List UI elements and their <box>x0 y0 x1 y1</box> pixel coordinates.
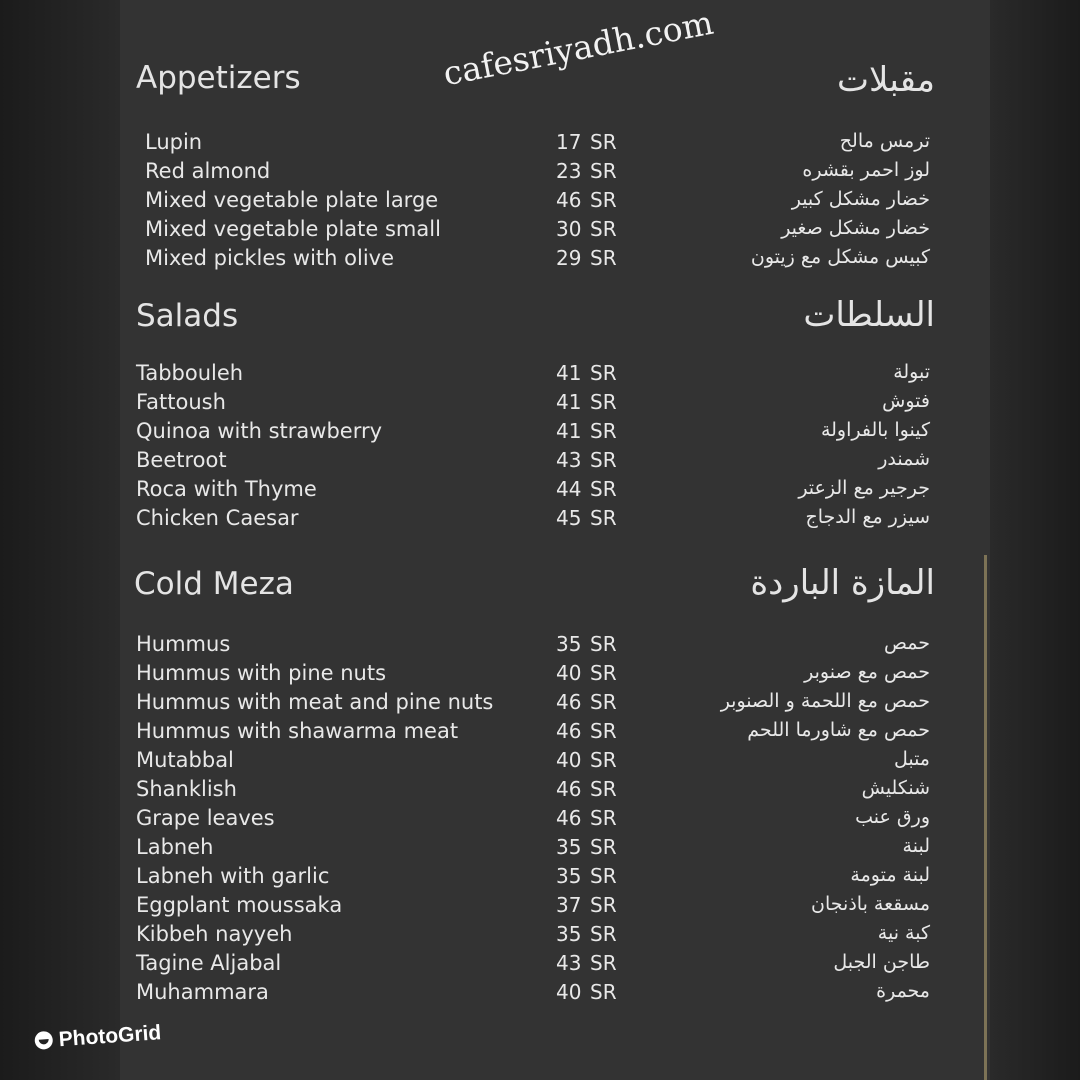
item-name-ar: حمص مع صنوبر <box>804 661 930 683</box>
item-price: 40 <box>556 748 582 772</box>
item-name-en: Tabbouleh <box>136 361 244 385</box>
item-currency: SR <box>590 246 617 270</box>
item-name-ar: كبيس مشكل مع زيتون <box>750 246 930 268</box>
item-price: 37 <box>556 893 582 917</box>
menu-item-row <box>0 246 1080 275</box>
menu-item-row <box>0 719 1080 748</box>
section-title-en: Salads <box>136 298 239 334</box>
section-title-ar: المازة الباردة <box>750 563 935 603</box>
item-name-ar: شنكليش <box>861 777 930 799</box>
item-name-en: Quinoa with strawberry <box>136 419 383 443</box>
menu-item-row <box>0 980 1080 1009</box>
item-name-ar: خضار مشكل صغير <box>781 217 930 239</box>
item-currency: SR <box>590 777 617 801</box>
menu-item-row <box>0 922 1080 951</box>
item-name-ar: جرجير مع الزعتر <box>798 477 930 499</box>
item-name-ar: حمص مع اللحمة و الصنوبر <box>720 690 930 712</box>
item-currency: SR <box>590 632 617 656</box>
item-name-ar: تبولة <box>893 361 930 383</box>
item-name-en: Beetroot <box>136 448 227 472</box>
menu-item-row <box>0 448 1080 477</box>
item-name-en: Mutabbal <box>136 748 234 772</box>
item-price: 46 <box>556 690 582 714</box>
menu-item-row <box>0 159 1080 188</box>
item-currency: SR <box>590 477 617 501</box>
section-title-en: Appetizers <box>136 60 301 96</box>
item-price: 41 <box>556 390 582 414</box>
item-price: 35 <box>556 632 582 656</box>
item-name-en: Eggplant moussaka <box>136 893 343 917</box>
item-name-ar: لبنة <box>902 835 930 857</box>
item-price: 46 <box>556 188 582 212</box>
item-currency: SR <box>590 661 617 685</box>
item-name-ar: حمص مع شاورما اللحم <box>747 719 930 741</box>
item-currency: SR <box>590 390 617 414</box>
item-name-ar: حمص <box>883 632 930 654</box>
item-currency: SR <box>590 719 617 743</box>
item-name-en: Mixed vegetable plate large <box>145 188 439 212</box>
menu-item-row <box>0 748 1080 777</box>
menu-item-row <box>0 477 1080 506</box>
item-name-en: Shanklish <box>136 777 237 801</box>
item-name-en: Grape leaves <box>136 806 275 830</box>
item-price: 40 <box>556 980 582 1004</box>
item-price: 17 <box>556 130 582 154</box>
item-currency: SR <box>590 864 617 888</box>
item-currency: SR <box>590 159 617 183</box>
item-name-ar: لبنة متومة <box>850 864 930 886</box>
item-price: 46 <box>556 806 582 830</box>
item-name-ar: مسقعة باذنجان <box>811 893 930 915</box>
item-currency: SR <box>590 806 617 830</box>
menu-item-row <box>0 777 1080 806</box>
item-currency: SR <box>590 130 617 154</box>
item-name-ar: ورق عنب <box>855 806 930 828</box>
item-name-en: Roca with Thyme <box>136 477 317 501</box>
menu-item-row <box>0 864 1080 893</box>
item-currency: SR <box>590 893 617 917</box>
item-name-en: Muhammara <box>136 980 269 1004</box>
menu-item-row <box>0 188 1080 217</box>
item-currency: SR <box>590 748 617 772</box>
item-name-ar: كينوا بالفراولة <box>820 419 930 441</box>
menu-item-row <box>0 806 1080 835</box>
section-title-ar: السلطات <box>803 295 935 335</box>
menu-item-row <box>0 951 1080 980</box>
item-name-ar: محمرة <box>876 980 930 1002</box>
menu-item-row <box>0 390 1080 419</box>
item-price: 46 <box>556 777 582 801</box>
item-name-en: Tagine Aljabal <box>136 951 282 975</box>
menu-item-row <box>0 690 1080 719</box>
item-currency: SR <box>590 361 617 385</box>
item-name-en: Chicken Caesar <box>136 506 299 530</box>
item-name-en: Mixed pickles with olive <box>145 246 394 270</box>
item-currency: SR <box>590 951 617 975</box>
photogrid-label: PhotoGrid <box>57 1021 162 1052</box>
watermark: cafesriyadh.com <box>440 2 717 94</box>
item-currency: SR <box>590 188 617 212</box>
item-price: 43 <box>556 448 582 472</box>
item-name-en: Hummus <box>136 632 231 656</box>
item-name-ar: كبة نية <box>877 922 930 944</box>
menu-item-row <box>0 835 1080 864</box>
item-name-en: Hummus with meat and pine nuts <box>136 690 494 714</box>
photogrid-icon <box>34 1031 53 1050</box>
item-name-ar: ترمس مالح <box>839 130 930 152</box>
item-currency: SR <box>590 922 617 946</box>
item-price: 35 <box>556 835 582 859</box>
item-price: 43 <box>556 951 582 975</box>
section-title-ar: مقبلات <box>837 60 935 100</box>
item-currency: SR <box>590 835 617 859</box>
item-name-en: Fattoush <box>136 390 226 414</box>
item-name-ar: فتوش <box>882 390 930 412</box>
menu-item-row <box>0 217 1080 246</box>
item-name-ar: خضار مشكل كبير <box>791 188 930 210</box>
menu-item-row <box>0 506 1080 535</box>
item-name-en: Hummus with shawarma meat <box>136 719 459 743</box>
item-name-ar: شمندر <box>878 448 930 470</box>
menu-item-row <box>0 661 1080 690</box>
menu-item-row <box>0 632 1080 661</box>
item-name-ar: طاجن الجبل <box>833 951 930 973</box>
item-price: 23 <box>556 159 582 183</box>
item-price: 41 <box>556 419 582 443</box>
item-price: 44 <box>556 477 582 501</box>
item-name-en: Kibbeh nayyeh <box>136 922 293 946</box>
item-price: 46 <box>556 719 582 743</box>
item-price: 40 <box>556 661 582 685</box>
menu-item-row <box>0 130 1080 159</box>
item-currency: SR <box>590 217 617 241</box>
item-currency: SR <box>590 448 617 472</box>
item-price: 35 <box>556 922 582 946</box>
menu-item-row <box>0 893 1080 922</box>
item-price: 35 <box>556 864 582 888</box>
item-name-ar: سيزر مع الدجاج <box>805 506 930 528</box>
item-currency: SR <box>590 419 617 443</box>
item-currency: SR <box>590 690 617 714</box>
item-name-en: Hummus with pine nuts <box>136 661 387 685</box>
item-name-ar: لوز احمر بقشره <box>802 159 930 181</box>
item-currency: SR <box>590 506 617 530</box>
menu-item-row <box>0 419 1080 448</box>
item-price: 41 <box>556 361 582 385</box>
item-name-en: Red almond <box>145 159 271 183</box>
item-name-en: Labneh <box>136 835 214 859</box>
item-price: 29 <box>556 246 582 270</box>
item-name-en: Lupin <box>145 130 203 154</box>
item-currency: SR <box>590 980 617 1004</box>
item-price: 30 <box>556 217 582 241</box>
item-name-en: Labneh with garlic <box>136 864 330 888</box>
item-price: 45 <box>556 506 582 530</box>
menu-item-row <box>0 361 1080 390</box>
item-name-en: Mixed vegetable plate small <box>145 217 441 241</box>
section-title-en: Cold Meza <box>134 566 294 602</box>
item-name-ar: متبل <box>893 748 930 770</box>
